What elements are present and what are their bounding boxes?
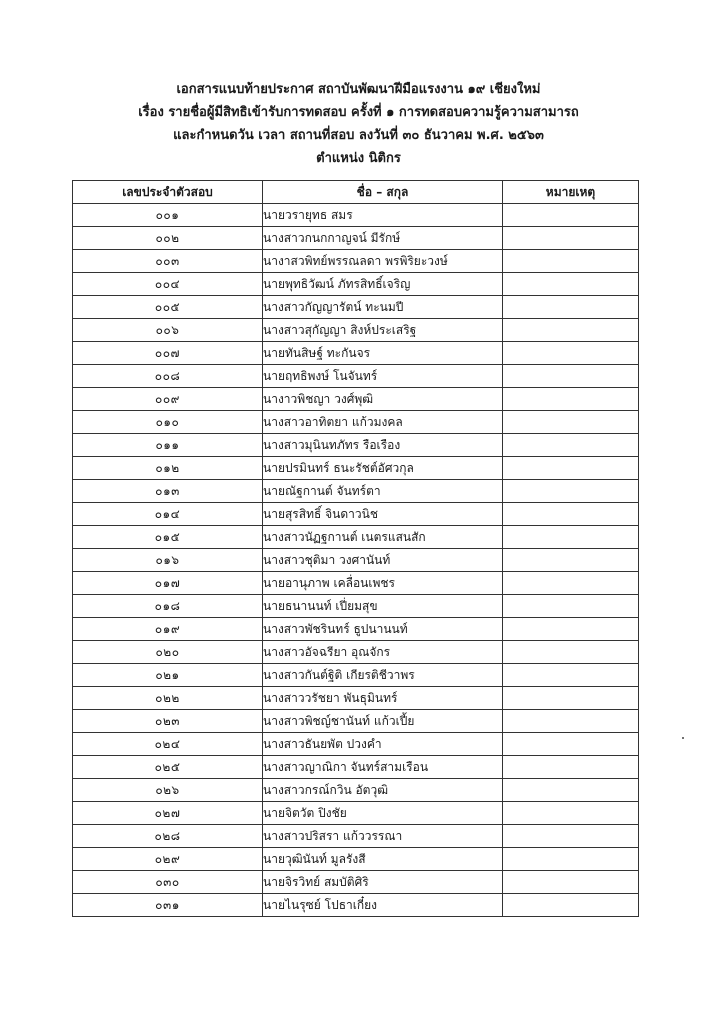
candidate-name-cell: นางสาวกัญญารัตน์ ทะนมปี (263, 296, 503, 319)
candidate-name-cell: นางสาวนัฏฐกานต์ เนตรแสนสัก (263, 526, 503, 549)
candidate-name-cell: นางาสวพิทย์พรรณลดา พรพิริยะวงษ์ (263, 250, 503, 273)
candidate-name-cell: นางสาวปริสรา แก้ววรรณา (263, 825, 503, 848)
exam-id-cell: ๐๐๕ (73, 296, 263, 319)
candidate-name-cell: นายจิรวิทย์ สมบัติศิริ (263, 871, 503, 894)
exam-id-cell: ๐๑๓ (73, 480, 263, 503)
candidate-name-cell: นางสาวพัชรินทร์ ธูปนานนท์ (263, 618, 503, 641)
table-row (73, 227, 639, 250)
candidate-name-cell: นายไนรุซย์ โปธาเกี๋ยง (263, 894, 503, 917)
table-row (73, 618, 639, 641)
note-cell (503, 526, 639, 549)
note-cell (503, 664, 639, 687)
candidate-name-cell: นายอานุภาพ เคลื่อนเพชร (263, 572, 503, 595)
header-subject-line: เรื่อง รายชื่อผู้มีสิทธิเข้ารับการทดสอบ ครั้งที่ ๑ การทดสอบความรู้ความสามารถ (138, 105, 579, 120)
table-row (73, 549, 639, 572)
table-row (73, 365, 639, 388)
table-row (73, 825, 639, 848)
exam-id-cell: ๐๑๐ (73, 411, 263, 434)
exam-id-cell: ๐๓๐ (73, 871, 263, 894)
candidate-name-cell: นางาวพิชญา วงศ์พุฒิ (263, 388, 503, 411)
note-cell (503, 342, 639, 365)
exam-id-cell: ๐๒๐ (73, 641, 263, 664)
candidate-name-cell: นายทันสิษฐ์ ทะกันจร (263, 342, 503, 365)
exam-id-cell: ๐๓๑ (73, 894, 263, 917)
note-cell (503, 641, 639, 664)
candidate-name-cell: นางสาวกันต์ฐิติ เกียรติชีวาพร (263, 664, 503, 687)
exam-id-cell: ๐๑๖ (73, 549, 263, 572)
column-header-exam-id: เลขประจำตัวสอบ (73, 181, 263, 204)
note-cell (503, 848, 639, 871)
exam-id-cell: ๐๒๒ (73, 687, 263, 710)
exam-id-cell: ๐๐๘ (73, 365, 263, 388)
table-row (73, 388, 639, 411)
table-header-row (73, 181, 639, 204)
table-row (73, 894, 639, 917)
table-row (73, 480, 639, 503)
exam-id-cell: ๐๑๘ (73, 595, 263, 618)
header-announcement-line: เอกสารแนบท้ายประกาศ สถาบันพัฒนาฝีมือแรงงาน ๑๙ เชียงใหม่ (176, 82, 541, 97)
exam-id-cell: ๐๒๙ (73, 848, 263, 871)
table-row (73, 503, 639, 526)
note-cell (503, 894, 639, 917)
note-cell (503, 480, 639, 503)
table-row (73, 434, 639, 457)
exam-id-cell: ๐๑๗ (73, 572, 263, 595)
candidate-name-cell: นางสาวกรณ์กวิน อัตวุฒิ (263, 779, 503, 802)
exam-id-cell: ๐๐๑ (73, 204, 263, 227)
candidate-name-cell: นายธนานนท์ เปี่ยมสุข (263, 595, 503, 618)
table-row (73, 664, 639, 687)
candidate-name-cell: นายวุฒินันท์ มูลรังสี (263, 848, 503, 871)
column-header-name: ชื่อ – สกุล (263, 181, 503, 204)
table-row (73, 319, 639, 342)
exam-id-cell: ๐๐๗ (73, 342, 263, 365)
exam-id-cell: ๐๒๔ (73, 733, 263, 756)
note-cell (503, 572, 639, 595)
header-date-line: และกำหนดวัน เวลา สถานที่สอบ ลงวันที่ ๓๐ ธันวาคม พ.ศ. ๒๕๖๓ (173, 128, 544, 143)
table-row (73, 687, 639, 710)
exam-id-cell: ๐๑๙ (73, 618, 263, 641)
candidate-name-cell: นางสาวสุกัญญา สิงห์ประเสริฐ (263, 319, 503, 342)
note-cell (503, 779, 639, 802)
exam-id-cell: ๐๐๖ (73, 319, 263, 342)
note-cell (503, 595, 639, 618)
table-row (73, 273, 639, 296)
exam-id-cell: ๐๒๘ (73, 825, 263, 848)
candidate-name-cell: นางสาวชุติมา วงศานันท์ (263, 549, 503, 572)
table-row (73, 572, 639, 595)
exam-id-cell: ๐๐๔ (73, 273, 263, 296)
table-body (73, 204, 639, 917)
candidate-table (72, 180, 639, 917)
table-row (73, 296, 639, 319)
exam-id-cell: ๐๐๒ (73, 227, 263, 250)
table-row (73, 526, 639, 549)
exam-id-cell: ๐๒๑ (73, 664, 263, 687)
table-row (73, 848, 639, 871)
candidate-name-cell: นายจิตวัต ปิงชัย (263, 802, 503, 825)
candidate-name-cell: นางสาวมุนินทภัทร รือเรือง (263, 434, 503, 457)
table-row (73, 756, 639, 779)
candidate-name-cell: นางสาวอาทิตยา แก้วมงคล (263, 411, 503, 434)
table-row (73, 871, 639, 894)
table-row (73, 342, 639, 365)
table-row (73, 641, 639, 664)
note-cell (503, 549, 639, 572)
candidate-name-cell: นางสาวกนกกาญจน์ มีรักษ์ (263, 227, 503, 250)
exam-id-cell: ๐๐๓ (73, 250, 263, 273)
note-cell (503, 802, 639, 825)
header-position-line: ตำแหน่ง นิติกร (316, 151, 401, 166)
note-cell (503, 710, 639, 733)
exam-id-cell: ๐๑๔ (73, 503, 263, 526)
candidate-name-cell: นางสาวธันยพัต ปวงคำ (263, 733, 503, 756)
note-cell (503, 296, 639, 319)
table-row (73, 411, 639, 434)
exam-id-cell: ๐๒๗ (73, 802, 263, 825)
column-header-note: หมายเหตุ (503, 181, 639, 204)
candidate-name-cell: นายณัฐกานต์ จันทร์ตา (263, 480, 503, 503)
note-cell (503, 204, 639, 227)
note-cell (503, 687, 639, 710)
note-cell (503, 756, 639, 779)
candidate-name-cell: นางสาวญาณิกา จันทร์สามเรือน (263, 756, 503, 779)
note-cell (503, 388, 639, 411)
note-cell (503, 503, 639, 526)
note-cell (503, 733, 639, 756)
table-row (73, 457, 639, 480)
exam-id-cell: ๐๒๓ (73, 710, 263, 733)
table-row (73, 250, 639, 273)
note-cell (503, 273, 639, 296)
exam-id-cell: ๐๒๕ (73, 756, 263, 779)
candidate-name-cell: นายพุทธิวัฒน์ ภัทรสิทธิ์เจริญ (263, 273, 503, 296)
exam-id-cell: ๐๐๙ (73, 388, 263, 411)
table-row (73, 204, 639, 227)
note-cell (503, 365, 639, 388)
note-cell (503, 871, 639, 894)
exam-id-cell: ๐๑๑ (73, 434, 263, 457)
candidate-name-cell: นางสาวอัจฉรียา อุณจักร (263, 641, 503, 664)
candidate-name-cell: นางสาววรัชยา พันธุมินทร์ (263, 687, 503, 710)
note-cell (503, 411, 639, 434)
candidate-name-cell: นายวรายุทธ สมร (263, 204, 503, 227)
exam-id-cell: ๐๑๒ (73, 457, 263, 480)
note-cell (503, 227, 639, 250)
scan-speck (682, 737, 684, 739)
candidate-name-cell: นายฤทธิพงษ์ โนจันทร์ (263, 365, 503, 388)
document-header (0, 78, 717, 170)
note-cell (503, 618, 639, 641)
table-row (73, 710, 639, 733)
candidate-name-cell: นายสุรสิทธิ์ จินดาวนิช (263, 503, 503, 526)
exam-id-cell: ๐๒๖ (73, 779, 263, 802)
candidate-name-cell: นางสาวพิชญ์ชานันท์ แก้วเปี้ย (263, 710, 503, 733)
note-cell (503, 250, 639, 273)
note-cell (503, 457, 639, 480)
candidate-name-cell: นายปรมินทร์ ธนะรัชต์อัศวกุล (263, 457, 503, 480)
note-cell (503, 319, 639, 342)
table-row (73, 779, 639, 802)
table-row (73, 733, 639, 756)
note-cell (503, 434, 639, 457)
table-row (73, 802, 639, 825)
table-row (73, 595, 639, 618)
note-cell (503, 825, 639, 848)
exam-id-cell: ๐๑๕ (73, 526, 263, 549)
